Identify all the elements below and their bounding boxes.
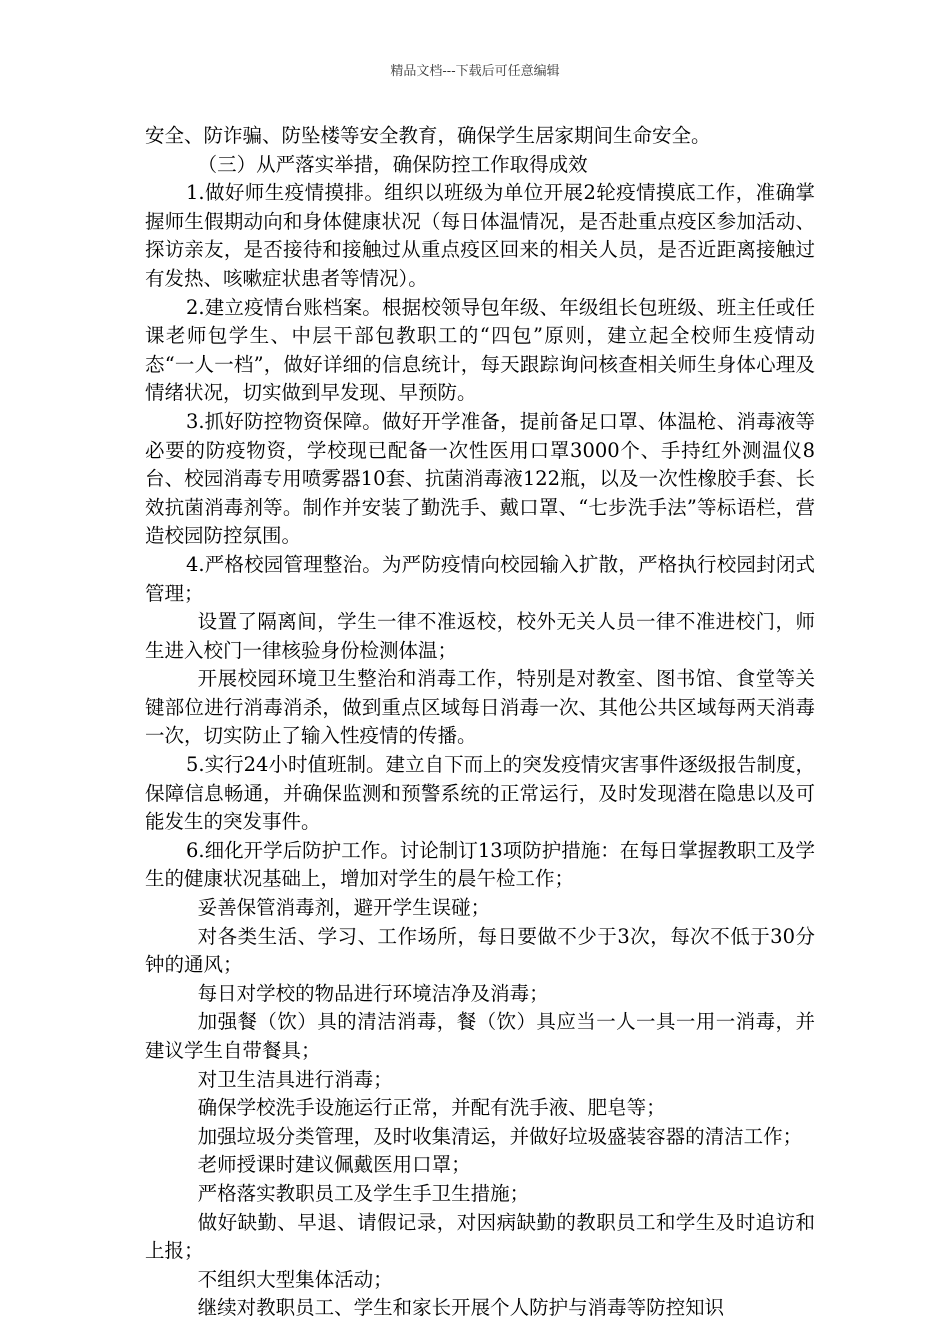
paragraph: 设置了隔离间，学生一律不准返校，校外无关人员一律不准进校门，师生进入校门一律核验身份检测体温；: [145, 610, 815, 662]
paragraph: 每日对学校的物品进行环境洁净及消毒；: [197, 981, 549, 1005]
paragraph: 妥善保管消毒剂，避开学生误碰；: [197, 896, 491, 920]
paragraph: 4.严格校园管理整治。为严防疫情向校园输入扩散，严格执行校园封闭式管理；: [145, 552, 815, 605]
document-body: [145, 122, 815, 1323]
paragraph: 加强垃圾分类管理，及时收集清运，并做好垃圾盛装容器的清洁工作；: [197, 1124, 803, 1148]
paragraph: 5.实行24小时值班制。建立自下而上的突发疫情灾害事件逐级报告制度，保障信息畅通，并确保监测和预警系统的正常运行，及时发现潜在隐患以及可能发生的突发事件。: [145, 753, 815, 834]
paragraph: 严格落实教职员工及学生手卫生措施；: [197, 1181, 530, 1205]
paragraph: 6.细化开学后防护工作。讨论制订13项防护措施：在每日掌握教职工及学生的健康状况基础上，增加对学生的晨午检工作；: [145, 838, 815, 891]
paragraph: 1.做好师生疫情摸排。组织以班级为单位开展2轮疫情摸底工作，准确掌握师生假期动向和身体健康状况（每日体温情况，是否赴重点疫区参加活动、探访亲友，是否接待和接触过从重点疫区回来的相关人员，是否近距离接触过有发热、咳嗽症状患者等情况）。: [145, 181, 815, 290]
paragraph: 老师授课时建议佩戴医用口罩；: [197, 1153, 471, 1177]
paragraph: 开展校园环境卫生整治和消毒工作，特别是对教室、图书馆、食堂等关键部位进行消毒消杀，做到重点区域每日消毒一次、其他公共区域每两天消毒一次，切实防止了输入性疫情的传播。: [145, 667, 815, 748]
section-heading: （三）从严落实举措，确保防控工作取得成效: [197, 152, 588, 176]
paragraph: 2.建立疫情台账档案。根据校领导包年级、年级组长包班级、班主任或任课老师包学生、中层干部包教职工的“四包”原则，建立起全校师生疫情动态“一人一档”，做好详细的信息统计，每天跟踪询问核查相关师生身体心理及情绪状况，切实做到早发现、早预防。: [145, 295, 815, 405]
paragraph: 确保学校洗手设施运行正常，并配有洗手液、肥皂等；: [197, 1096, 666, 1120]
paragraph: 继续对教职员工、学生和家长开展个人防护与消毒等防控知识: [197, 1296, 725, 1320]
paragraph: 3.抓好防控物资保障。做好开学准备，提前备足口罩、体温枪、消毒液等必要的防疫物资，学校现已配备一次性医用口罩3000个、手持红外测温仪8台、校园消毒专用喷雾器10套、抗菌消毒液122瓶，以及一次性橡胶手套、长效抗菌消毒剂等。制作并安装了勤洗手、戴口罩、“七步洗手法”等标语栏，营造校园防控氛围。: [145, 409, 815, 548]
paragraph: 对各类生活、学习、工作场所，每日要做不少于3次，每次不低于30分钟的通风；: [145, 924, 815, 977]
paragraph: 对卫生洁具进行消毒；: [197, 1067, 393, 1091]
paragraph: 做好缺勤、早退、请假记录，对因病缺勤的教职员工和学生及时追访和上报；: [145, 1210, 815, 1263]
paragraph: 加强餐（饮）具的清洁消毒，餐（饮）具应当一人一具一用一消毒，并建议学生自带餐具；: [145, 1010, 815, 1062]
paragraph: 安全、防诈骗、防坠楼等安全教育，确保学生居家期间生命安全。: [145, 124, 711, 147]
paragraph: 不组织大型集体活动；: [197, 1267, 393, 1291]
page-header: 精品文档---下载后可任意编辑: [390, 64, 560, 79]
